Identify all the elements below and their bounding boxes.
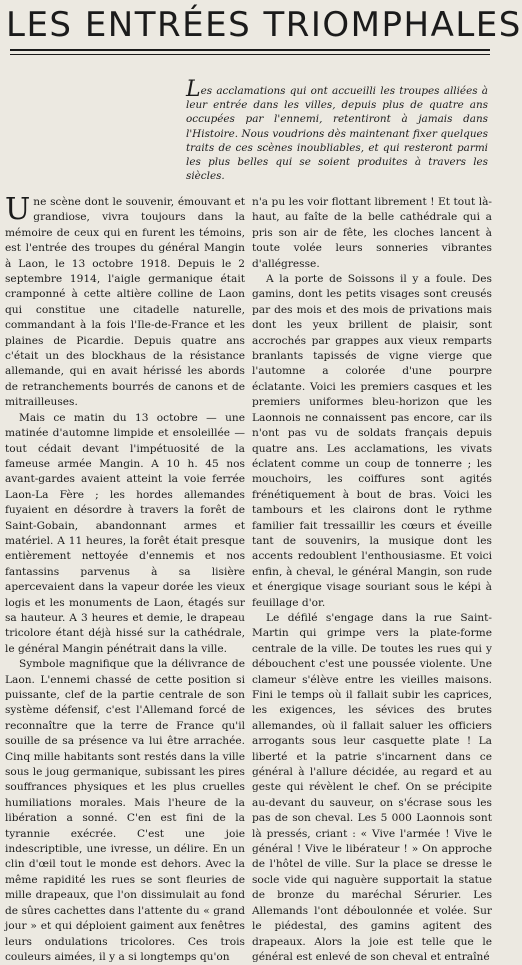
title-rule-thin	[10, 54, 490, 55]
intro-paragraph	[186, 77, 488, 183]
article-column-right	[252, 195, 492, 963]
article-column-left	[5, 192, 245, 963]
drop-cap: U	[5, 192, 31, 227]
page-title: LES ENTRÉES TRIOMPHALES	[6, 5, 522, 45]
intro-text: es acclamations qui ont accueilli les troupes alliées à leur entrée dans les villes, depuis plus de quatre ans occupées par l'ennemi, retentiront à jamais dans l'Histoire. Nous voudrions dès maintenant fixer quelques traits de ces scènes inoubliables, et qui resteront parmi les plus belles qui se soient produites à travers les siècles.	[186, 85, 488, 183]
paragraph: n'a pu les voir flottant librement ! Et tout là-haut, au faîte de la belle cathédrale qui a pris son air de fête, les cloches lancent à toute volée leurs sonneries vibrantes d'allégresse.	[252, 196, 492, 270]
paragraph	[5, 192, 245, 411]
paragraph: A la porte de Soissons il y a foule. Des gamins, dont les petits visages sont creusés par des mois et des mois de privations mais dont les yeux brillent de plaisir, sont accrochés par grappes aux vieux remparts branlants tapissés de vigne vierge que l'automne a colorée d'une pourpre éclatante. Voici les premiers casques et les premiers uniformes bleu-horizon que les Laonnois ne connaissent pas encore, car ils n'ont pas vu de soldats français depuis quatre ans. Les acclamations, les vivats éclatent comme un coup de tonnerre ; les mouchoirs, les coiffures sont agités frénétiquement à bout de bras. Voici les tambours et les clairons dont le rythme familier fait tressaillir les cœurs et éveille tant de souvenirs, la musique dont les accents redoublent l'enthousiasme. Et voici enfin, à cheval, le général Mangin, son rude et énergique visage souriant sous le képi à feuillage d'or.	[252, 273, 492, 609]
intro-initial: L	[186, 77, 201, 102]
paragraph: Mais ce matin du 13 octobre — une matinée d'automne limpide et ensoleillée — tout cédait devant l'impétuosité de la fameuse armée Mangin. A 10 h. 45 nos avant-gardes avaient atteint la voie ferrée Laon-La Fère ; les hordes allemandes fuyaient en désordre à travers la forêt de Saint-Gobain, abandonnant armes et matériel. A 11 heures, la forêt était presque entièrement nettoyée d'ennemis et nos fantassins parvenus à sa lisière apercevaient dans la vapeur dorée les vieux logis et les monuments de Laon, étagés sur sa hauteur. A 3 heures et demie, le drapeau tricolore étant déjà hissé sur la cathédrale, le général Mangin pénétrait dans la ville.	[5, 411, 245, 655]
title-rule-thick	[10, 49, 490, 51]
paragraph: Symbole magnifique que la délivrance de Laon. L'ennemi chassé de cette position si puissante, clef de la partie centrale de son système défensif, c'est l'Allemand forcé de reconnaître que la terre de France qu'il souille de sa présence va lui être arrachée. Cinq mille habitants sont restés dans la ville sous le joug germanique, subissant les pires souffrances physiques et les plus cruelles humiliations morales. Mais l'heure de la libération a sonné. C'en est fini de la tyrannie exécrée. C'est une joie indescriptible, une ivresse, un délire. En un clin d'œil tout le monde est dehors. Avec la même rapidité les rues se sont fleuries de mille drapeaux, que l'on dissimulait au fond de sûres cachettes dans l'attente du « grand jour » et qui déploient gaiment aux fenêtres leurs ondulations tricolores. Ces trois couleurs aimées, il y a si longtemps qu'on	[5, 658, 245, 963]
paragraph: Le défilé s'engage dans la rue Saint-Martin qui grimpe vers la plate-forme centrale de la ville. De toutes les rues qui y débouchent c'est une poussée violente. Une clameur s'élève entre les vieilles maisons. Fini le temps où il fallait subir les caprices, les exigences, les sévices des brutes allemandes, où il fallait saluer les officiers arrogants sous leur casquette plate ! La liberté et la patrie s'incarnent dans ce général à l'allure décidée, au regard et au geste qui révèlent le chef. On se précipite au-devant du sauveur, on s'écrase sous les pas de son cheval. Les 5 000 Laonnois sont là pressés, criant : « Vive l'armée ! Vive le général ! Vive le libérateur ! » On approche de l'hôtel de ville. Sur la place se dresse le socle vide qui naguère supportait la statue de bronze du maréchal Sérurier. Les Allemands l'ont déboulonnée et volée. Sur le piédestal, des gamins agitent des drapeaux. Alors la joie est telle que le général est enlevé de son cheval et entraîné	[252, 611, 492, 963]
paragraph-text: ne scène dont le souvenir, émouvant et grandiose, vivra toujours dans la mémoire de ceux qui en furent les témoins, est l'entrée des troupes du général Mangin à Laon, le 13 octobre 1918. Depuis le 2 septembre 1914, l'aigle germanique était cramponné à cette altière colline de Laon qui constitue une citadelle naturelle, commandant à la fois l'Ile-de-France et les plaines de Picardie. Depuis quatre ans c'était un des blockhaus de la résistance allemande, qui en avait hérissé les abords de retranchements bourrés de canons et de mitrailleuses.	[5, 196, 245, 409]
